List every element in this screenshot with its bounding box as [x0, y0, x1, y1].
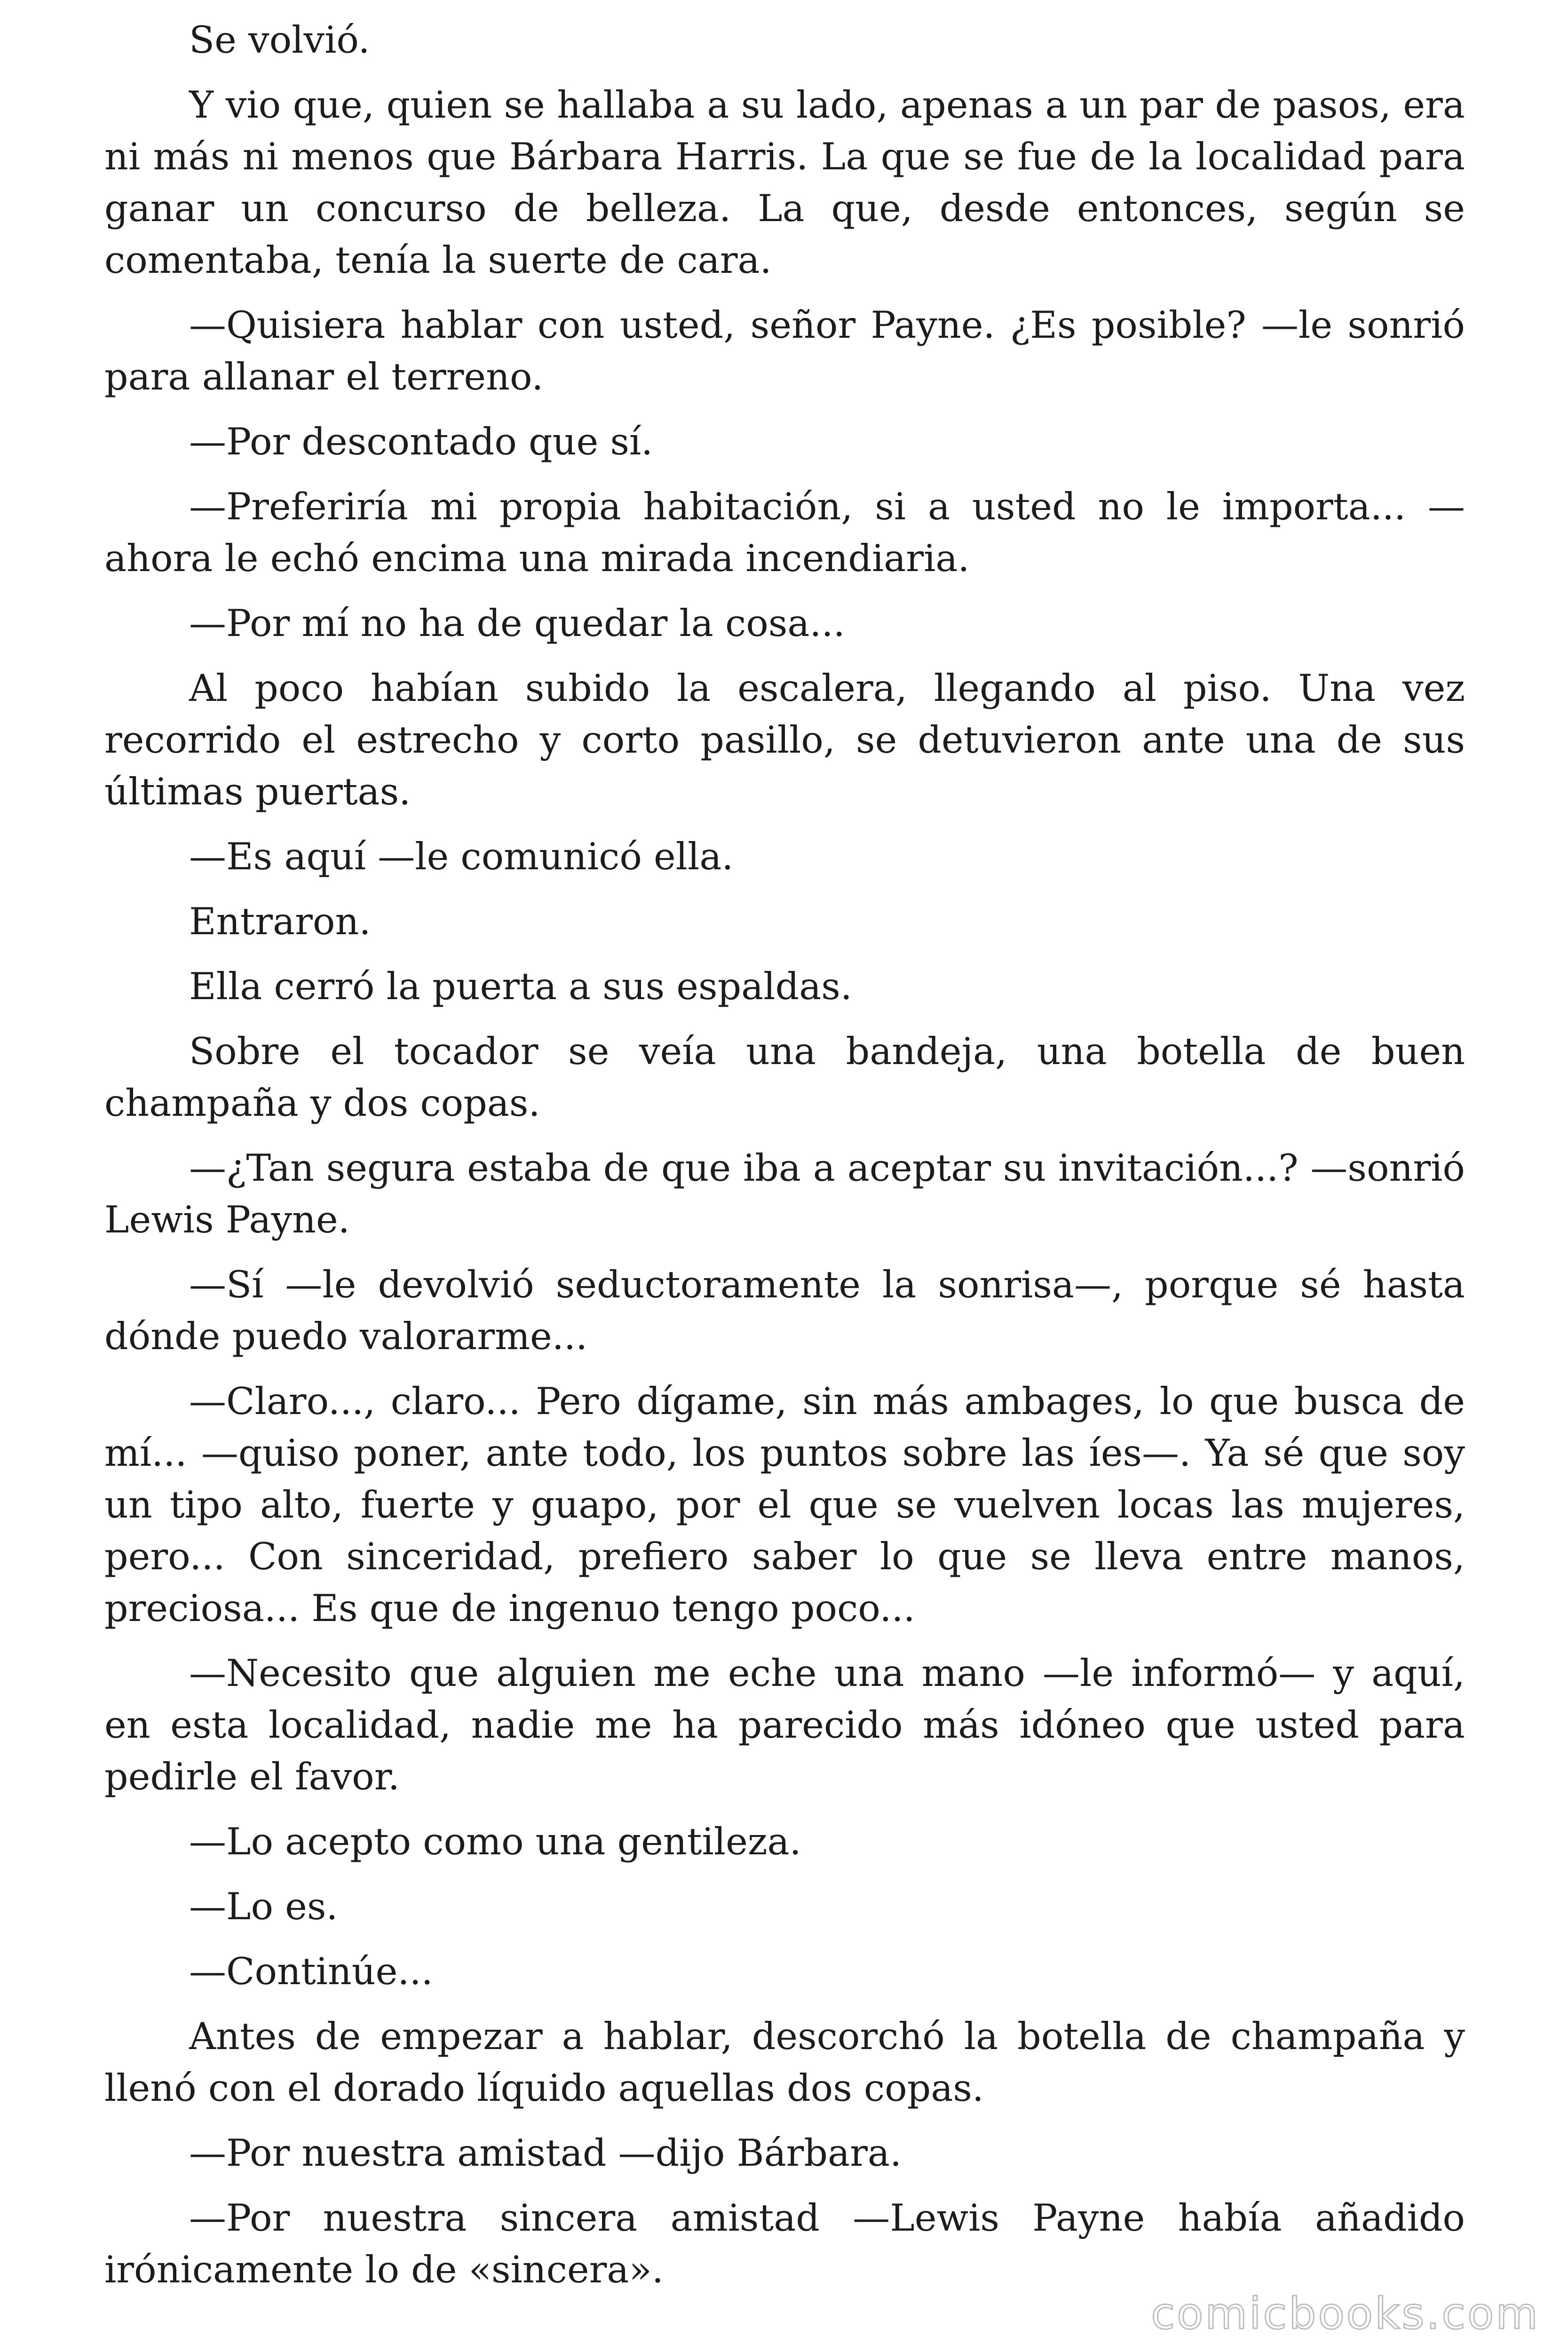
paragraph: Al poco habían subido la escalera, llegando al piso. Una vez recorrido el estrecho y corto pasillo, se detuvieron ante una de sus últimas puertas.	[104, 667, 1465, 813]
paragraph: —Quisiera hablar con usted, señor Payne. ¿Es posible? —le sonrió para allanar el terreno.	[104, 303, 1465, 398]
paragraph: Sobre el tocador se veía una bandeja, una botella de buen champaña y dos copas.	[104, 1030, 1465, 1125]
paragraph: —¿Tan segura estaba de que iba a aceptar su invitación...? —sonrió Lewis Payne.	[104, 1146, 1465, 1241]
paragraph: —Necesito que alguien me eche una mano —le informó— y aquí, en esta localidad, nadie me ha parecido más idóneo que usted para pedirle el favor.	[104, 1652, 1465, 1798]
paragraph: Antes de empezar a hablar, descorchó la botella de champaña y llenó con el dorado líquido aquellas dos copas.	[104, 2015, 1465, 2110]
watermark: comicbooks.com	[1151, 2288, 1540, 2339]
paragraph: Entraron.	[189, 900, 371, 943]
paragraph: —Por nuestra sincera amistad —Lewis Payne había añadido irónicamente lo de «sincera».	[104, 2196, 1465, 2291]
paragraph: —Es aquí —le comunicó ella.	[189, 835, 734, 878]
paragraph: —Claro..., claro... Pero dígame, sin más ambages, lo que busca de mí... —quiso poner, ante todo, los puntos sobre las íes—. Ya sé que soy un tipo alto, fuerte y guapo, por el que se vuelven locas las mujeres, pero... Con sinceridad, prefiero saber lo que se lleva entre manos, preciosa... Es que de ingenuo tengo poco...	[104, 1380, 1465, 1630]
paragraph: —Lo es.	[189, 1885, 338, 1928]
paragraph: —Por mí no ha de quedar la cosa...	[189, 602, 845, 645]
paragraph: —Por descontado que sí.	[189, 420, 653, 463]
paragraph: —Por nuestra amistad —dijo Bárbara.	[189, 2131, 902, 2175]
paragraph: Se volvió.	[189, 18, 370, 62]
paragraph: —Lo acepto como una gentileza.	[189, 1820, 801, 1863]
paragraph: Y vio que, quien se hallaba a su lado, apenas a un par de pasos, era ni más ni menos que Bárbara Harris. La que se fue de la localidad para ganar un concurso de belleza. La que, desde entonces, según se comentaba, tenía la suerte de cara.	[104, 83, 1465, 282]
book-page-text	[104, 14, 1465, 2309]
paragraph: Ella cerró la puerta a sus espaldas.	[189, 965, 852, 1008]
paragraph: —Preferiría mi propia habitación, si a usted no le importa... —ahora le echó encima una mirada incendiaria.	[104, 485, 1465, 580]
paragraph: —Continúe...	[189, 1950, 433, 1993]
paragraph: —Sí —le devolvió seductoramente la sonrisa—, porque sé hasta dónde puedo valorarme...	[104, 1263, 1465, 1358]
